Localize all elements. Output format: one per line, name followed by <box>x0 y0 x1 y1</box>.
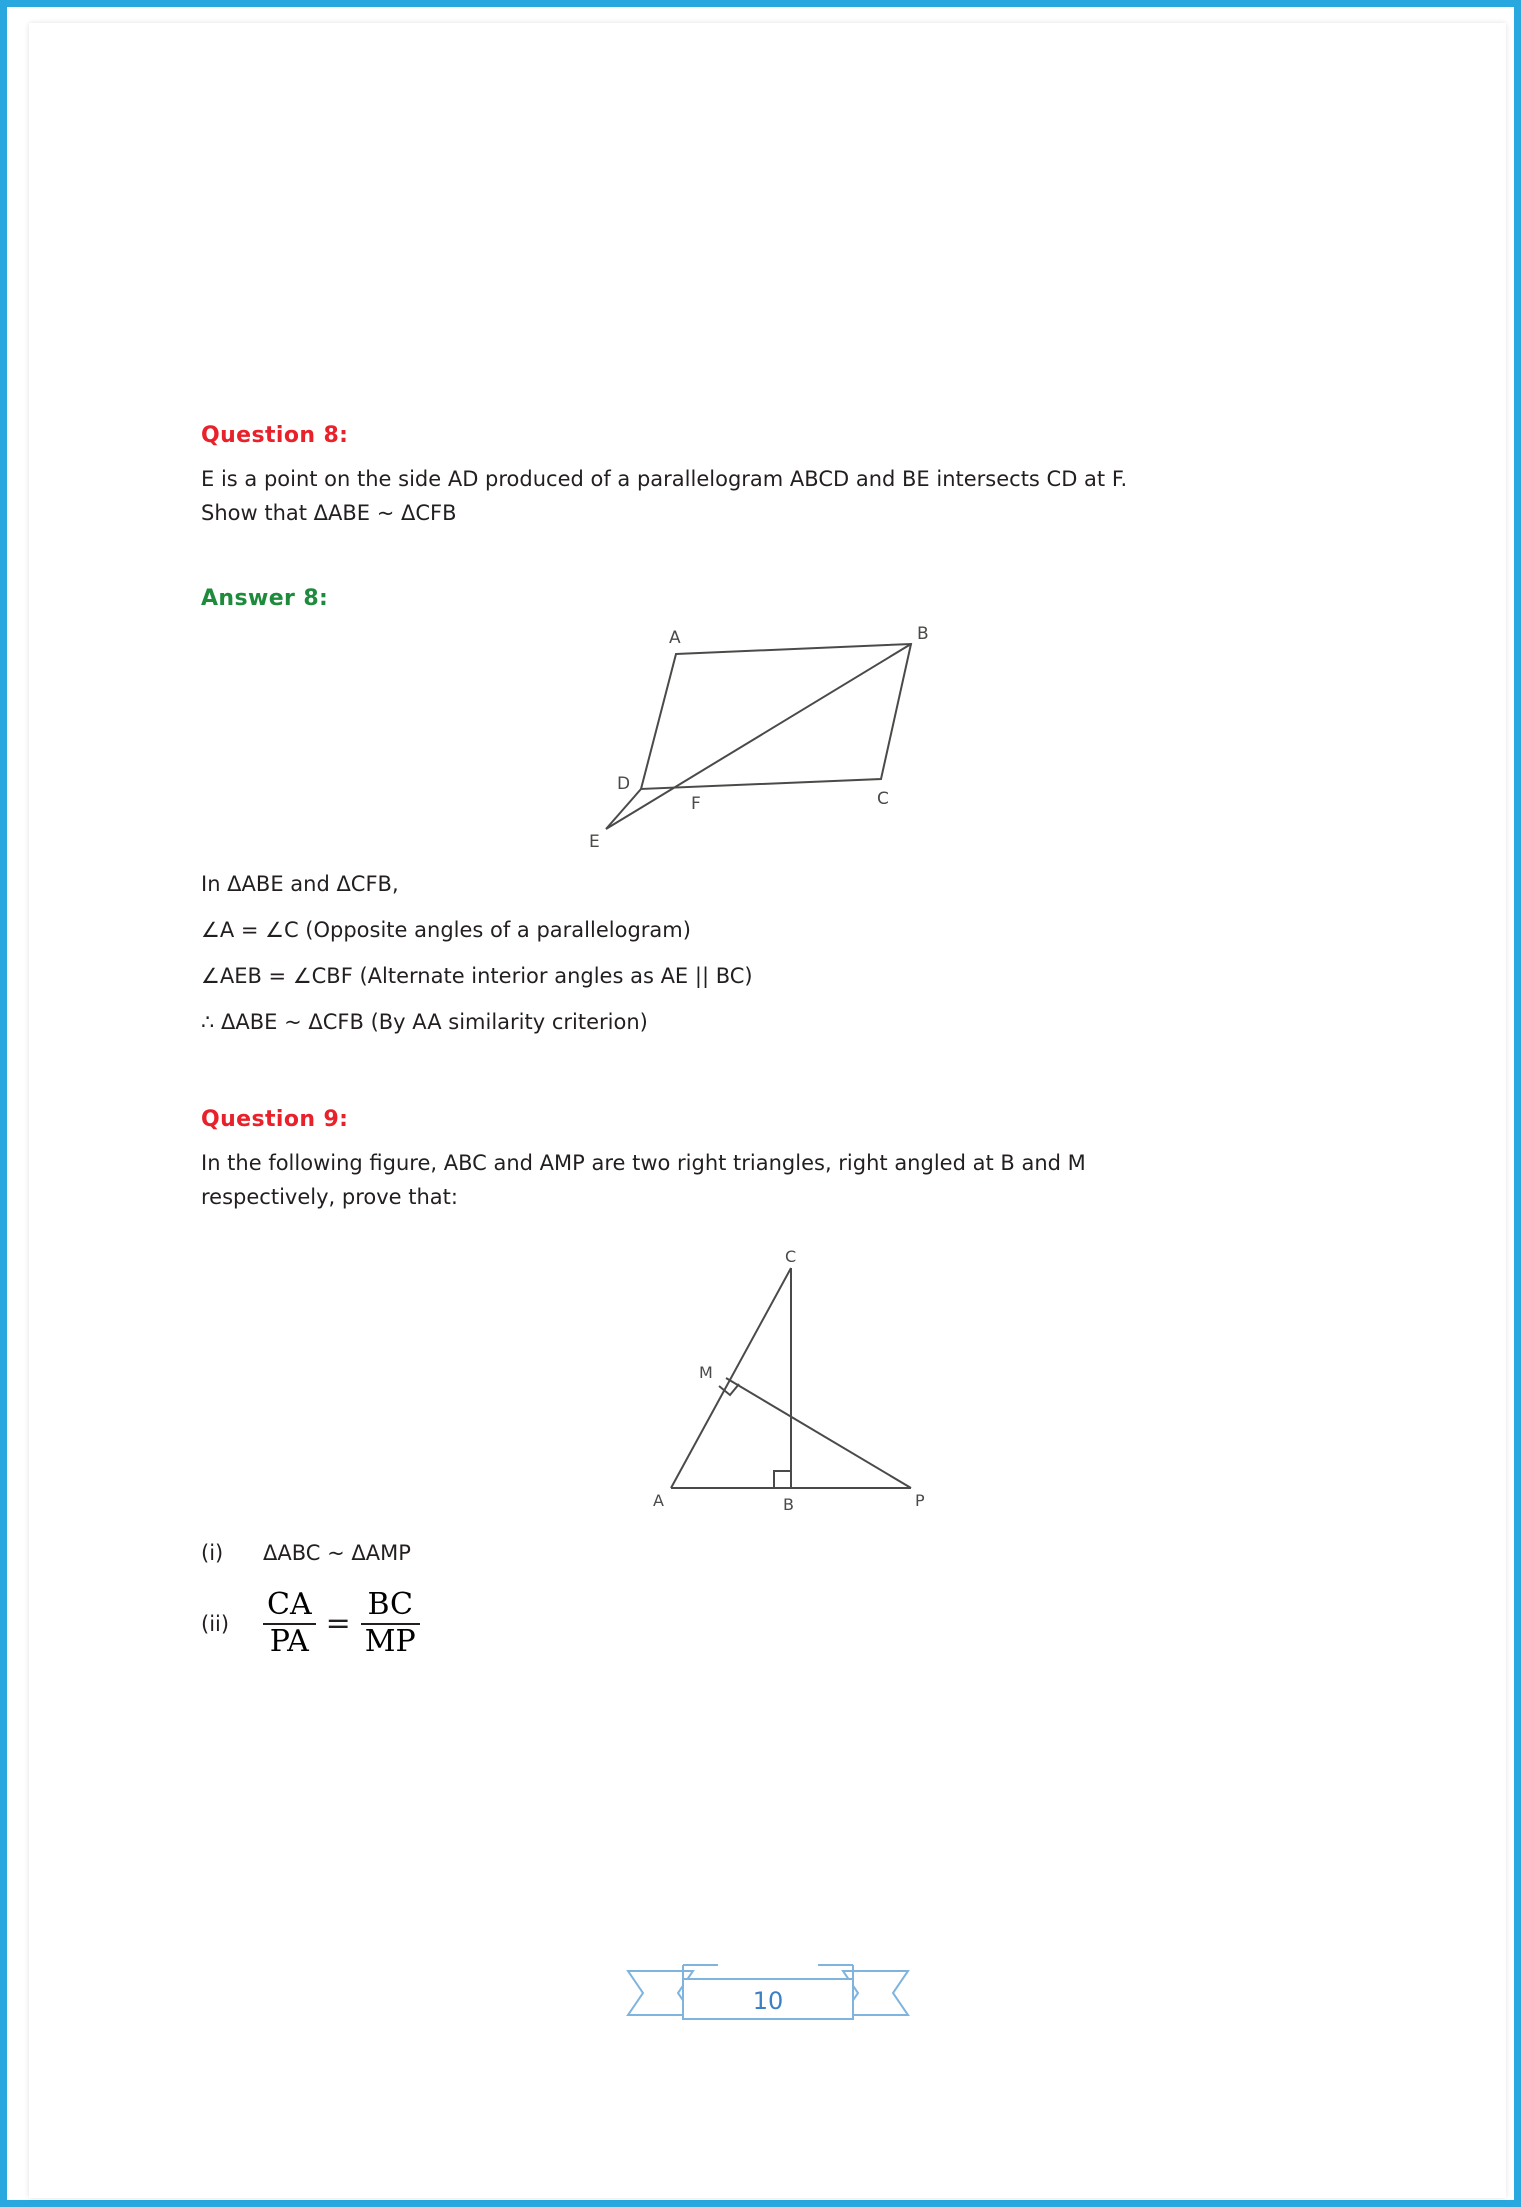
item-ii-row <box>201 1588 1381 1659</box>
fraction-left <box>263 1588 316 1659</box>
question-8-line-2: Show that ΔABE ~ ΔCFB <box>201 501 457 526</box>
answer-8-heading: Answer 8: <box>201 586 329 612</box>
question-9-line-2: respectively, prove that: <box>201 1185 458 1210</box>
label-C: C <box>785 1248 797 1267</box>
parallelogram-svg <box>581 619 1001 849</box>
question-9-line-1: In the following figure, ABC and AMP are two right triangles, right angled at B and M <box>201 1151 1086 1176</box>
spacer <box>201 1518 1381 1536</box>
answer-8-step-3: ∠AEB = ∠CBF (Alternate interior angles as AE || BC) <box>201 964 753 989</box>
question-8-line-1: E is a point on the side AD produced of a parallelogram ABCD and BE intersects CD at F. <box>201 467 1128 491</box>
document-sheet <box>29 23 1506 2198</box>
label-A: A <box>653 1491 664 1511</box>
label-A: A <box>669 628 681 649</box>
fraction-left-numerator: CA <box>267 1587 312 1623</box>
line-DE <box>606 789 641 829</box>
document-content <box>201 423 1381 1659</box>
item-i-text: ΔABC ~ ΔAMP <box>263 1541 411 1566</box>
spacer <box>201 1214 1381 1248</box>
item-i-label: (i) <box>201 1541 224 1566</box>
answer-8-block <box>201 586 1381 1039</box>
answer-8-step-4: ∴ ΔABE ~ ΔCFB (By AA similarity criterion) <box>201 1010 648 1035</box>
spacer <box>201 530 1381 586</box>
answer-8-step-1: In ΔABE and ΔCFB, <box>201 872 399 897</box>
spacer <box>201 1570 1381 1588</box>
item-i-row <box>201 1536 1381 1570</box>
question-9-heading: Question 9: <box>201 1107 349 1133</box>
parallelogram-shape <box>641 644 911 789</box>
page-number-ribbon <box>29 1953 1506 2033</box>
fraction-right <box>361 1588 420 1659</box>
question-9-block <box>201 1107 1381 1659</box>
answer-8-step-2: ∠A = ∠C (Opposite angles of a parallelogram) <box>201 918 691 943</box>
page-number: 10 <box>752 1987 783 2015</box>
label-F: F <box>691 794 701 815</box>
right-triangles-svg <box>631 1248 951 1518</box>
fraction-right-numerator: BC <box>367 1587 413 1623</box>
parallelogram-figure <box>201 619 1381 849</box>
item-ii-label: (ii) <box>201 1611 230 1636</box>
line-MP <box>726 1378 911 1488</box>
label-D: D <box>617 774 631 795</box>
ribbon-svg <box>623 1953 913 2033</box>
fraction-left-denominator: PA <box>263 1623 316 1660</box>
fraction-right-denominator: MP <box>361 1623 420 1660</box>
spacer <box>201 1051 1381 1107</box>
line-BE <box>606 644 911 829</box>
right-triangles-figure <box>201 1248 1381 1518</box>
question-8-block <box>201 423 1381 530</box>
question-8-heading: Question 8: <box>201 423 349 448</box>
label-M: M <box>699 1363 713 1383</box>
label-B: B <box>783 1495 794 1515</box>
answer-8-steps <box>201 867 1381 1039</box>
label-B: B <box>917 624 929 645</box>
right-angle-marker-B <box>774 1471 791 1488</box>
equals-sign: = <box>325 1606 351 1642</box>
label-P: P <box>915 1491 925 1511</box>
label-E: E <box>589 832 600 850</box>
label-C: C <box>877 789 889 810</box>
line-AC <box>671 1268 791 1488</box>
spacer <box>201 849 1381 867</box>
